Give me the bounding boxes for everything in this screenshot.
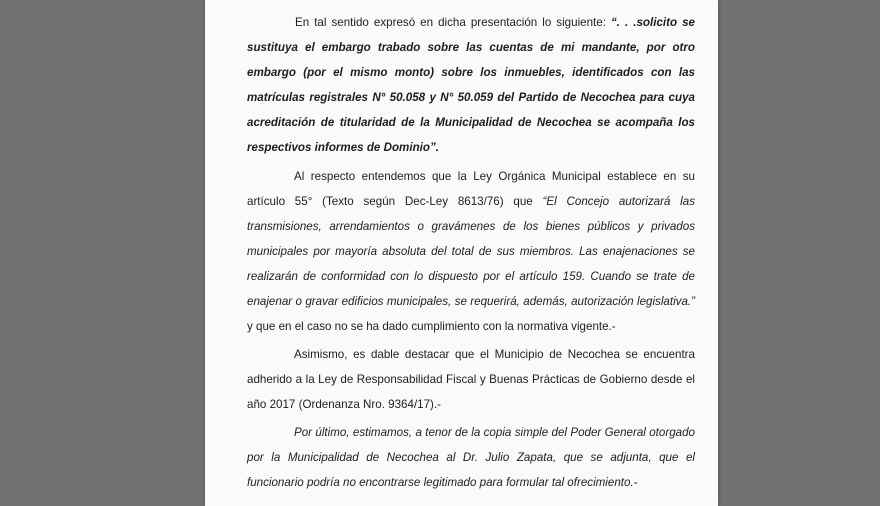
paragraph-2-intro: Al respecto entendemos que la Ley Orgánica Municipal establece en su artículo 55° (Texto según Dec-Ley 8613/76) que bbox=[247, 170, 695, 208]
paragraph-3: Asimismo, es dable destacar que el Municipio de Necochea se encuentra adherido a la Ley de Responsabilidad Fiscal y Buenas Prácticas de Gobierno desde el año 2017 (Ordenanza Nro. 9364/17).- bbox=[247, 348, 695, 411]
document-body bbox=[247, 10, 695, 495]
paragraph-2 bbox=[247, 164, 695, 339]
paragraph-1 bbox=[247, 10, 695, 160]
paragraph-4: Por último, estimamos, a tenor de la copia simple del Poder General otorgado por la Municipalidad de Necochea al Dr. Julio Zapata, que se adjunta, que el funcionario podría no encontrarse legitimado para formular tal ofrecimiento.- bbox=[247, 426, 695, 489]
document-page[interactable] bbox=[205, 0, 718, 506]
paragraph-1-intro: En tal sentido expresó en dicha presentación lo siguiente: bbox=[295, 16, 611, 29]
paragraph-2-outro: y que en el caso no se ha dado cumplimiento con la normativa vigente.- bbox=[247, 320, 616, 333]
paragraph-2-quote: “El Concejo autorizará las transmisiones, arrendamientos o gravámenes de los bienes públicos y privados municipales por mayoría absoluta del total de sus miembros. Las enajenaciones se realizarán de conformidad con lo dispuesto por el artículo 159. Cuando se trate de enajenar o gravar edificios municipales, se requerirá, además, autorización legislativa.” bbox=[247, 195, 696, 308]
paragraph-1-quote: “. . .solicito se sustituya el embargo trabado sobre las cuentas de mi mandante, por otro embargo (por el mismo monto) sobre los inmuebles, identificados con las matrículas registrales N° 50.058 y N° 50.059 del Partido de Necochea para cuya acreditación de titularidad de la Municipalidad de Necochea se acompaña los respectivos informes de Dominio”. bbox=[247, 16, 695, 154]
